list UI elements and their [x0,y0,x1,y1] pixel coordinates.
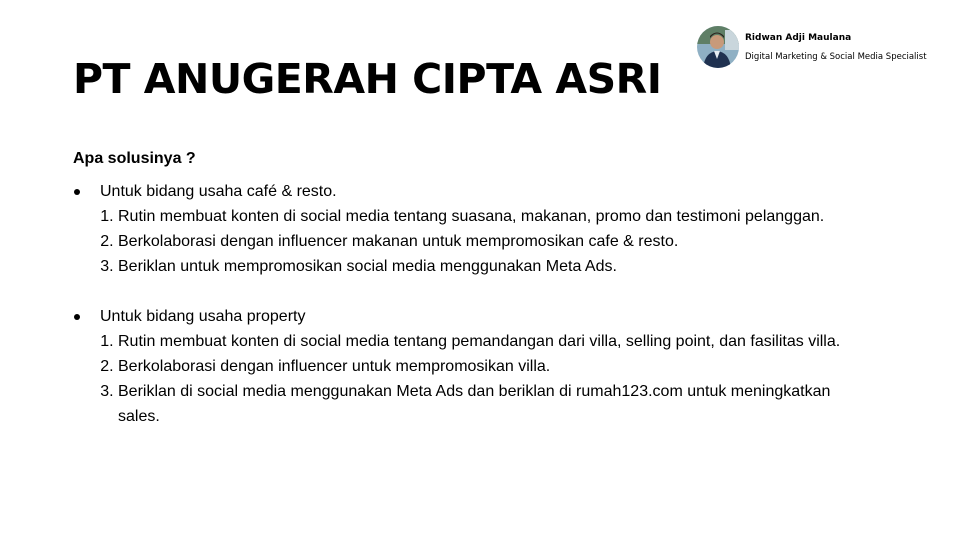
list-item: 3. Beriklan di social media menggunakan Meta Ads dan beriklan di rumah123.com untuk meningkatkan sales. [118,379,893,429]
bullet-item [73,179,893,204]
section-cafe-resto [73,179,893,279]
avatar-photo [697,26,739,68]
list-item: 1. Rutin membuat konten di social media tentang pemandangan dari villa, selling point, dan fasilitas villa. [118,329,893,354]
section-property [73,304,893,429]
profile-role: Digital Marketing & Social Media Specialist [745,51,927,62]
bullet-item [73,304,893,329]
bullet-text: Untuk bidang usaha café & resto. [100,183,337,200]
bullet-text: Untuk bidang usaha property [100,308,306,325]
numbered-list [73,204,893,279]
page-title: PT ANUGERAH CIPTA ASRI [73,55,662,103]
bullet-dot-icon [74,314,80,320]
profile-card [697,26,927,68]
numbered-list [73,329,893,429]
list-item: 1. Rutin membuat konten di social media tentang suasana, makanan, promo dan testimoni pelanggan. [118,204,893,229]
profile-name: Ridwan Adji Maulana [745,32,852,43]
bullet-dot-icon [74,189,80,195]
list-item: 2. Berkolaborasi dengan influencer makanan untuk mempromosikan cafe & resto. [118,229,893,254]
list-item: 3. Beriklan untuk mempromosikan social media menggunakan Meta Ads. [118,254,893,279]
list-item: 2. Berkolaborasi dengan influencer untuk mempromosikan villa. [118,354,893,379]
avatar [697,26,739,68]
question-heading: Apa solusinya ? [73,150,196,167]
